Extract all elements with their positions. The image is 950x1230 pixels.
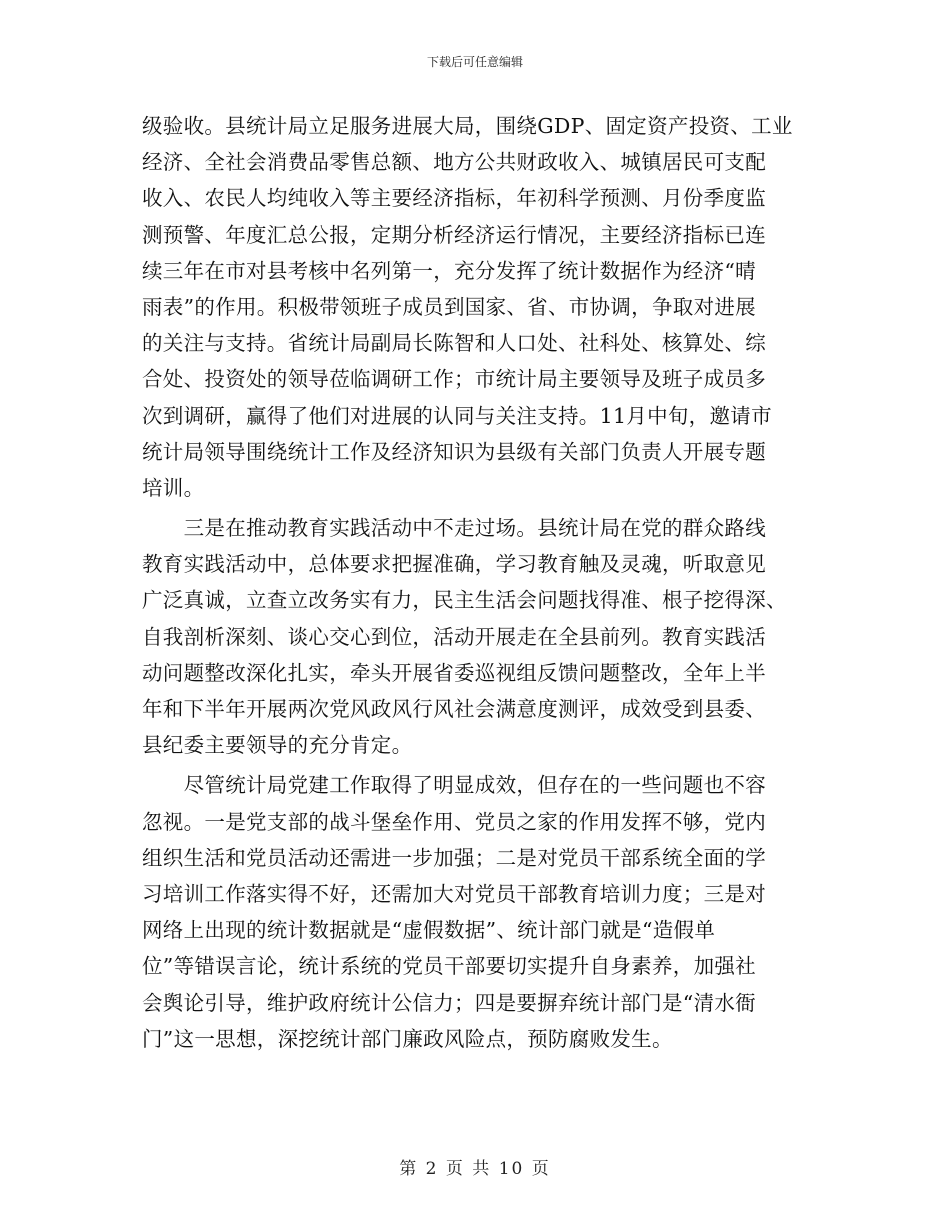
- body-line: 年和下半年开展两次党风政风行风社会满意度测评，成效受到县委、: [142, 697, 766, 721]
- body-line: 网络上出现的统计数据就是“虚假数据”、统计部门就是“造假单: [142, 918, 716, 943]
- body-line: 次到调研，赢得了他们对进展的认同与关注支持。11月中旬，邀请市: [142, 403, 772, 428]
- body-line: 县纪委主要领导的充分肯定。: [142, 733, 413, 758]
- body-line: 广泛真诚，立查立改务实有力，民主生活会问题找得准、根子挖得深、: [142, 588, 787, 613]
- body-line: 组织生活和党员活动还需进一步加强；二是对党员干部系统全面的学: [142, 845, 766, 870]
- body-line: 合处、投资处的领导莅临调研工作；市统计局主要领导及班子成员多: [142, 367, 766, 392]
- body-line: 门”这一思想，深挖统计部门廉政风险点，预防腐败发生。: [142, 1026, 673, 1051]
- body-line: 统计局领导围绕统计工作及经济知识为县级有关部门负责人开展专题: [142, 439, 766, 464]
- body-line: 忽视。一是党支部的战斗堡垒作用、党员之家的作用发挥不够，党内: [142, 809, 766, 834]
- paragraph-start-line: 三是在推动教育实践活动中不走过场。县统计局在党的群众路线: [142, 516, 766, 541]
- body-line: 会舆论引导，维护政府统计公信力；四是要摒弃统计部门是“清水衙: [142, 990, 756, 1015]
- body-line: 位”等错误言论，统计系统的党员干部要切实提升自身素养，加强社: [142, 954, 756, 979]
- paragraph-start-line: 尽管统计局党建工作取得了明显成效，但存在的一些问题也不容: [142, 773, 766, 798]
- body-line: 动问题整改深化扎实，牵头开展省委巡视组反馈问题整改，全年上半: [142, 660, 766, 685]
- page-number-footer: 第 2 页 共 10 页: [399, 1159, 551, 1179]
- page-header: 下载后可任意编辑: [426, 55, 523, 69]
- document-body: [142, 108, 812, 1057]
- body-line: 续三年在市对县考核中名列第一，充分发挥了统计数据作为经济“晴: [142, 258, 756, 283]
- body-line: 培训。: [142, 475, 205, 500]
- body-line: 雨表”的作用。积极带领班子成员到国家、省、市协调，争取对进展: [142, 294, 756, 319]
- body-line: 经济、全社会消费品零售总额、地方公共财政收入、城镇居民可支配: [142, 150, 766, 175]
- body-line: 教育实践活动中，总体要求把握准确，学习教育触及灵魂，听取意见: [142, 552, 766, 577]
- body-line: 级验收。县统计局立足服务进展大局，围绕GDP、固定资产投资、工业: [142, 114, 793, 138]
- body-line: 测预警、年度汇总公报，定期分析经济运行情况，主要经济指标已连: [142, 222, 766, 247]
- body-line: 习培训工作落实得不好，还需加大对党员干部教育培训力度；三是对: [142, 881, 766, 906]
- body-line: 自我剖析深刻、谈心交心到位，活动开展走在全县前列。教育实践活: [142, 624, 766, 649]
- body-line: 收入、农民人均纯收入等主要经济指标，年初科学预测、月份季度监: [142, 186, 766, 211]
- body-line: 的关注与支持。省统计局副局长陈智和人口处、社科处、核算处、综: [142, 331, 766, 356]
